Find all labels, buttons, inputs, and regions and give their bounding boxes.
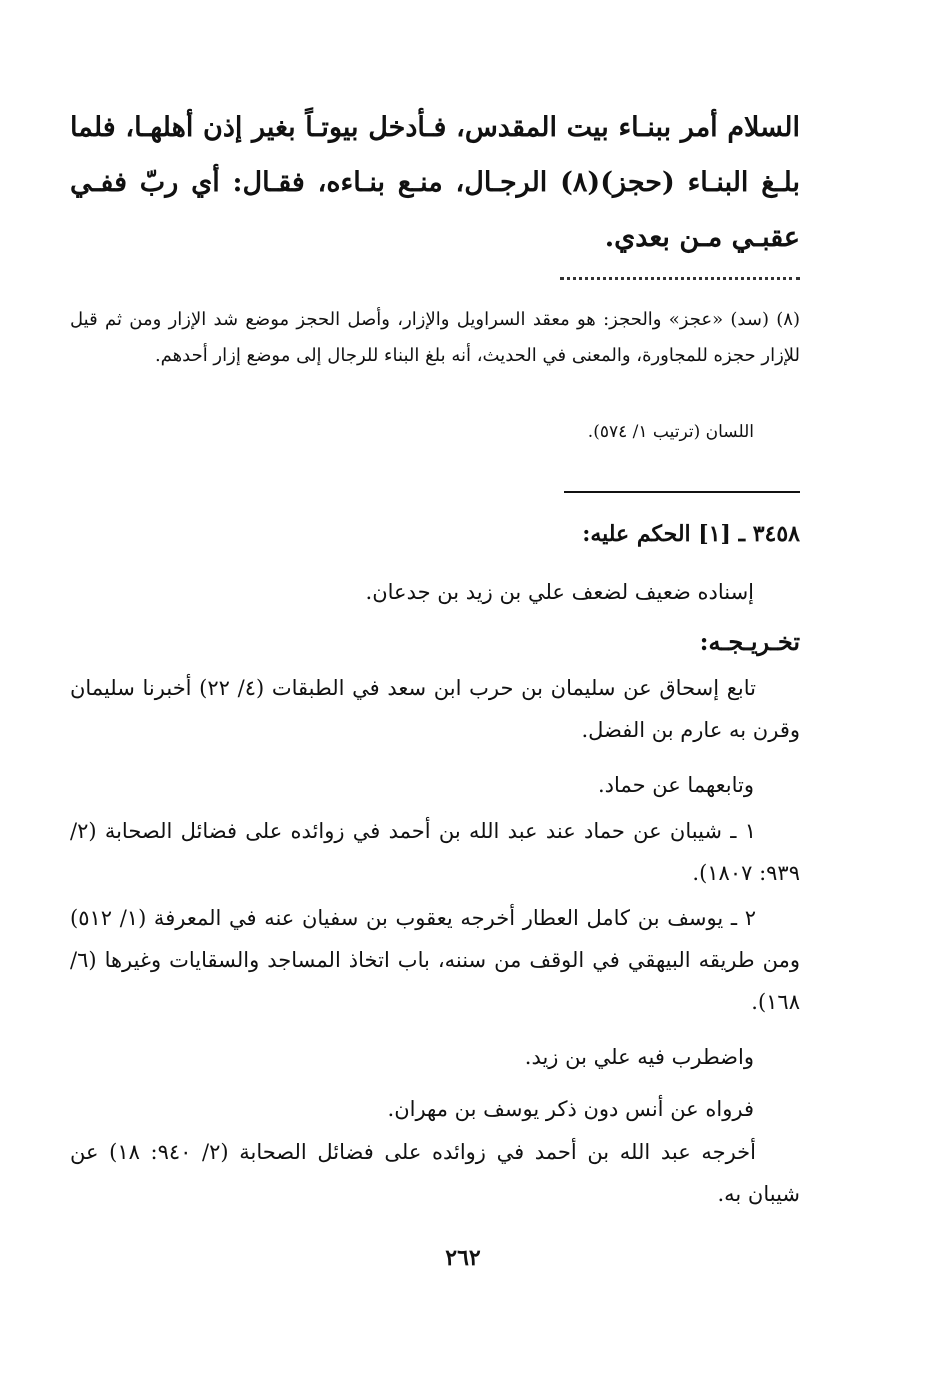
page-number: ٢٦٢ <box>445 1245 481 1271</box>
takhrij-item-1: ١ ـ شيبان عن حماد عند عبد الله بن أحمد في زوائده على فضائل الصحابة (٢/ ٩٣٩: ١٨٠٧). <box>70 819 800 885</box>
takhrij-paragraph-1: تابع إسحاق عن سليمان بن حرب ابن سعد في الطبقات (٤/ ٢٢) أخبرنا سليمان وقرن به عارم بن الفضل. <box>70 676 800 742</box>
takhrij-paragraph-6: فرواه عن أنس دون ذكر يوسف بن مهران. <box>387 1097 754 1121</box>
takhrij-paragraph-7: أخرجه عبد الله بن أحمد في زوائده على فضائل الصحابة (٢/ ٩٤٠: ١٨) عن شيبان به. <box>70 1140 800 1206</box>
footnote-separator <box>560 277 800 280</box>
takhrij-paragraph-5: واضطرب فيه علي بن زيد. <box>524 1045 754 1069</box>
ruling-text: إسناده ضعيف لضعف علي بن زيد بن جدعان. <box>365 580 754 604</box>
main-text-paragraph: السلام أمر ببنـاء بيت المقدس، فـأدخل بيوتـاً بغير إذن أهلهـا، فلما بلـغ البنـاء (حجز)(٨) الرجـال، منـع بنـاءه، فقـال: أي ربّ ففـي عقبـي مـن بعدي. <box>70 112 800 253</box>
section-heading: ٣٤٥٨ ـ [١] الحكم عليه: <box>582 521 800 547</box>
takhrij-item-2: ٢ ـ يوسف بن كامل العطار أخرجه يعقوب بن سفيان عنه في المعرفة (١/ ٥١٢) ومن طريقه البيهقي في الوقف من سننه، باب اتخاذ المساجد والسقايات وغيرها (٦/ ١٦٨). <box>70 906 800 1014</box>
takhrij-heading: تخـريـجـه: <box>699 627 800 656</box>
footnote-8: (٨) (سد) «عجز» والحجز: هو معقد السراويل والإزار، وأصل الحجز موضع شد الإزار ومن ثم قيل للإزار حجزه للمجاورة، والمعنى في الحديث، أنه بلغ البناء للرجال إلى موضع إزار أحدهم. <box>70 309 800 366</box>
section-divider <box>564 491 800 493</box>
footnote-source: اللسان (ترتيب ١/ ٥٧٤). <box>587 422 754 442</box>
takhrij-paragraph-2: وتابعهما عن حماد. <box>598 773 754 797</box>
